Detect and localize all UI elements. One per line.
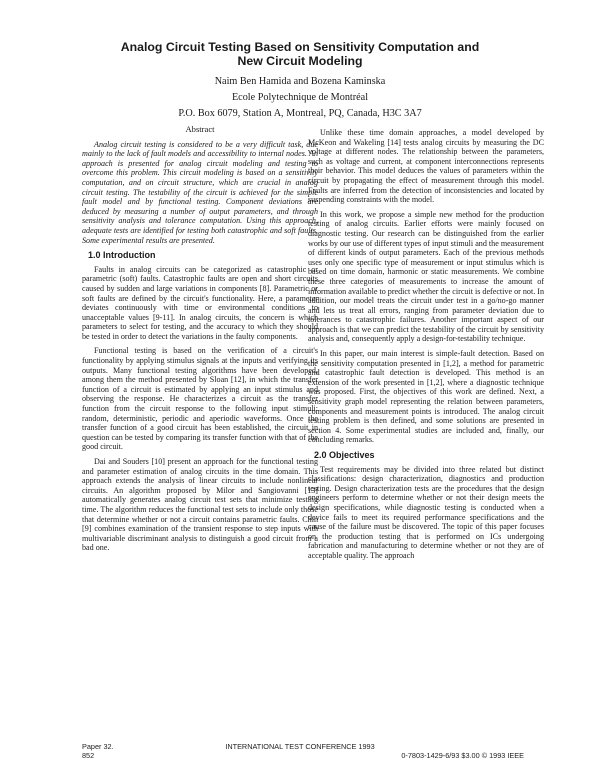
paper-number: Paper 32. (82, 742, 114, 751)
left-column (82, 125, 318, 558)
paragraph: Faults in analog circuits can be categorized as catastrophic or parametric (soft) faults. Catastrophic faults are open and short circuits caused by sudden and large variations in components [8]. Parametric or soft faults are defined by the circuit's functionality. Here, a parameter deviates continuously with time or environmental conditions to unacceptable values [9-11]. In analog circuits, the concern is which parameters to select for testing, and the accuracy to which they should be tested in order to detect the variations in the faulty components. (82, 264, 318, 341)
footer-isbn: 0-7803-1429-6/93 $3.00 © 1993 IEEE (401, 751, 524, 760)
paper-address: P.O. Box 6079, Station A, Montreal, PQ, Canada, H3C 3A7 (178, 108, 422, 119)
paper-affiliation: Ecole Polytechnique de Montréal (231, 92, 369, 103)
footer-conference: INTERNATIONAL TEST CONFERENCE 1993 (225, 742, 375, 751)
paper-header (60, 40, 540, 122)
paper-authors: Naim Ben Hamida and Bozena Kaminska (214, 76, 386, 87)
paragraph: In this paper, our main interest is simple-fault detection. Based on the sensitivity computation presented in [1,2], a method for parametric and catastrophic fault detection is developed. This method is an extension of the work presented in [1,2], where a diagnostic technique was proposed. First, the objectives of this work are defined. Next, a sensitivity graph model representing the relation between parameters, components and measurement points is introduced. The analog circuit testing problem is then defined, and some solutions are presented in section 4. Some experimental studies are included and, finally, our concluding remarks. (308, 349, 544, 445)
paragraph: Unlike these time domain approaches, a model developed by McKeon and Wakeling [14] tests analog circuits by measuring the DC voltage at different nodes. The relationship between the parameters, such as voltage and current, at component interconnections represents their behavior. This model deduces the values of parameters within the circuit by propagating the effect of measurement through this model. Faults are inferred from the detection of inconsistencies and located by suspending constraints with the model. (308, 128, 544, 205)
section-heading-introduction: 1.0 Introduction (88, 250, 156, 261)
paragraph: Test requirements may be divided into three related but distinct classifications: design characterization, diagnostics and production testing. Design characterization tests are the procedures that the design engineers perform to determine whether or not their design meets the design specifications, while diagnostic testing is conducted when a device fails to meet its required performance specifications and the cause of the failure must be discovered. The topic of this paper focuses on the production testing that is performed on ICs undergoing fabrication and manufacturing to determine whether or not they are of acceptable quality. The approach (308, 464, 544, 560)
abstract-heading: Abstract (185, 124, 215, 134)
paragraph: In this work, we propose a simple new method for the production testing of analog circuits. Earlier efforts were mainly focused on diagnostic testing. Our research can be distinguished from the earlier works by our use of different types of input stimuli and the measurement of different kinds of output parameters. Each of the previous methods uses only one specific type of measurement or input stimulus which is based on time domain, harmonic or static measurements. We combine these three categories of measurements to increase the amount of information available to predict whether the circuit is defective or not. In addition, our model treats the circuit under test in a go/no-go manner and lets us treat all errors, ranging from parameter deviation due to tolerances to catastrophic failures. Another important aspect of our approach is that we can predict the testability of the circuit by sensitivity analysis and, consequently apply a design-for-testability technique. (308, 209, 544, 344)
right-column (308, 128, 544, 566)
paragraph: Functional testing is based on the verification of a circuit's functionality by applying stimulus signals at the inputs and verifying its outputs. Many functional testing algorithms have been developed, among them the method presented by Sloan [12], in which the transfer function of a circuit is estimated by applying an input stimulus and observing the response. He characterizes a circuit as the transfer function from the circuit response to the following input stimuli: random, deterministic, periodic and aperiodic waveforms. Once the transfer function of a good circuit has been established, the circuit in question can be tested by comparing its transfer function with that of the good circuit. (82, 346, 318, 452)
abstract-text: Analog circuit testing is considered to be a very difficult task, due mainly to the lack of fault models and accessibility to internal nodes. An approach is presented for analog circuit modeling and testing to overcome this problem. This circuit modeling is based on a sensitivity computation, and on circuit structure, which are crucial in analog circuit testing. The testability of the circuit is achieved for the simple fault model and by functional testing. Component deviations are deduced by measuring a number of output parameters, and through sensitivity analysis and tolerance computation. Using this approach, adequate tests are identified for testing both catastrophic and soft faults. Some experimental results are presented. (82, 139, 318, 245)
paper-title-line1: Analog Circuit Testing Based on Sensitivity Computation and (120, 40, 480, 54)
paper-title-line2: New Circuit Modeling (237, 54, 363, 68)
paragraph: Dai and Souders [10] present an approach for the functional testing and parameter estimation of analog circuits in the time domain. This approach extends the analysis of linear circuits to include nonlinear circuits. An algorithm proposed by Milor and Sangiovanni [13] automatically generates analog circuit test sets that minimize testing time. The algorithm reduces the functional test sets to include only those that determine whether or not a circuit contains parametric faults. Chin [9] combines examination of the transient response to step inputs with multivariable discriminant analysis to distinguish a good circuit from a bad one. (82, 457, 318, 553)
section-heading-objectives: 2.0 Objectives (314, 450, 375, 460)
footer-paper-info (82, 742, 114, 760)
page-number: 852 (82, 751, 95, 760)
